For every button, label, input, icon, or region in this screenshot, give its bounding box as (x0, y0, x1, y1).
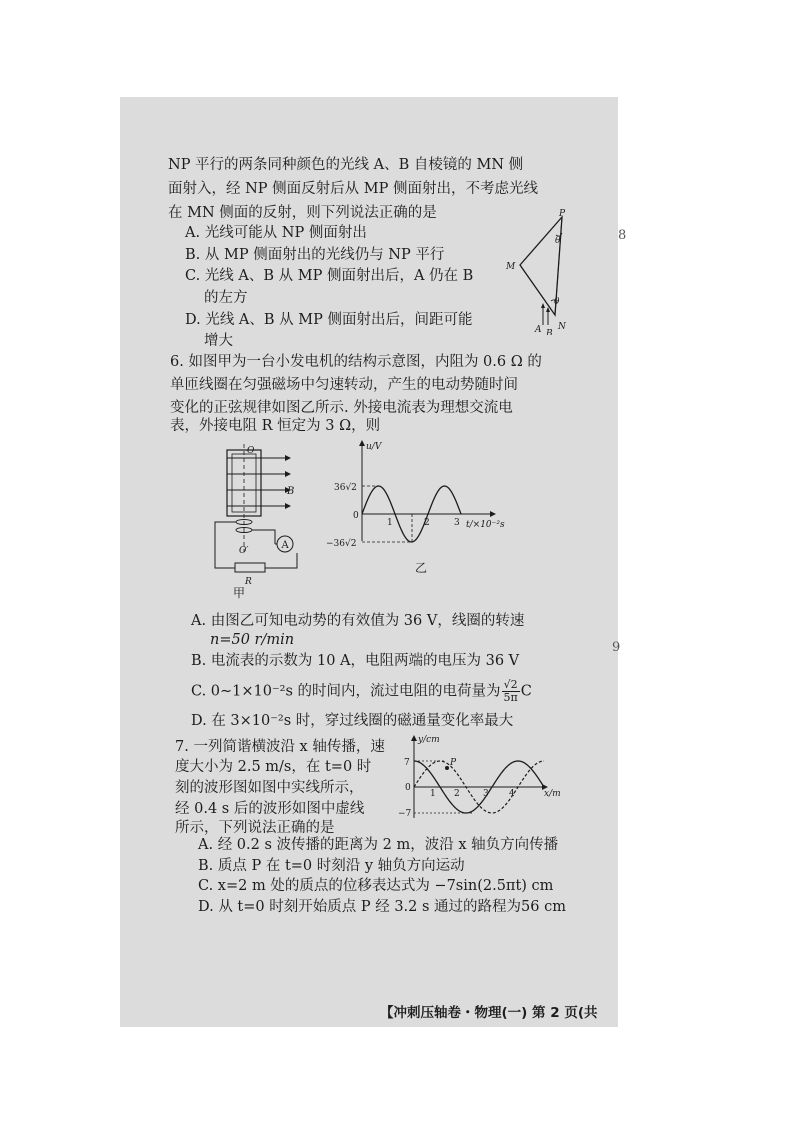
y-axis-label: y/cm (418, 735, 440, 745)
q6-option-b: B. 电流表的示数为 10 A，电阻两端的电压为 36 V (191, 653, 520, 669)
circuit-wire-left (215, 522, 236, 568)
tick-3: 3 (454, 518, 460, 528)
q5-option-d: D. 光线 A、B 从 MP 侧面射出后，间距可能 (185, 312, 473, 328)
label-o: O (247, 446, 255, 456)
tick-x4: 4 (509, 789, 515, 799)
page-footer: 【冲刺压轴卷・物理(一) 第 2 页(共 (380, 1005, 598, 1021)
fraction-numerator: √2 (502, 679, 520, 692)
q5-line-2: 面射入，经 NP 侧面反射后从 MP 侧面射出，不考虑光线 (168, 181, 538, 197)
q6-option-d: D. 在 3×10⁻²s 时，穿过线圈的磁通量变化率最大 (191, 713, 514, 729)
q7-line-4: 经 0.4 s 后的波形如图中虚线 (175, 801, 365, 817)
label-b: B (546, 329, 553, 335)
q5-option-c: C. 光线 A、B 从 MP 侧面射出后，A 仍在 B (185, 268, 474, 284)
caption-jia: 甲 (233, 586, 246, 600)
q6-option-c-text: C. 0∼1×10⁻²s 的时间内，流过电阻的电荷量为 (191, 683, 501, 700)
label-theta-bottom: θ (554, 297, 560, 307)
q6-option-a-cont: n=50 r/min (210, 632, 295, 648)
label-m: M (506, 262, 516, 272)
q7-option-a: A. 经 0.2 s 波传播的距离为 2 m，波沿 x 轴负方向传播 (198, 837, 559, 853)
circuit-wire-right (252, 530, 275, 544)
t-axis-label: t/×10⁻²s (466, 520, 505, 530)
q5-option-d-cont: 增大 (204, 333, 233, 349)
label-theta-top: θ (555, 236, 561, 246)
q6-option-c (191, 679, 532, 704)
label-a: A (535, 325, 542, 335)
q7-line-1: 7. 一列简谐横波沿 x 轴传播，速 (175, 739, 385, 755)
tick-36root2: 36√2 (334, 483, 357, 493)
q5-option-a: A. 光线可能从 NP 侧面射出 (185, 225, 367, 241)
prism-diagram (500, 205, 580, 335)
q7-line-2: 度大小为 2.5 m/s，在 t=0 时 (175, 759, 372, 775)
particle-p (445, 766, 449, 770)
tick-x2: 2 (454, 789, 460, 799)
q7-option-d: D. 从 t=0 时刻开始质点 P 经 3.2 s 通过的路程为56 cm (198, 899, 566, 915)
charge-fraction (502, 679, 520, 704)
caption-yi: 乙 (415, 561, 428, 575)
ammeter-label: A (281, 540, 289, 551)
tick-neg-7: −7 (398, 809, 412, 819)
edge-mark-8: 8 (618, 228, 627, 243)
tick-neg-36root2: −36√2 (326, 539, 357, 549)
q7-line-5: 所示，下列说法正确的是 (175, 820, 335, 836)
q5-option-b: B. 从 MP 侧面射出的光线仍与 NP 平行 (185, 247, 445, 263)
q5-option-c-cont: 的左方 (204, 290, 248, 306)
q6-option-a: A. 由图乙可知电动势的有效值为 36 V，线圈的转速 (191, 613, 525, 629)
ray-a-arrow (541, 303, 545, 308)
emf-graph-yi (320, 437, 530, 587)
q6-line-3: 变化的正弦规律如图乙所示. 外接电流表为理想交流电 (170, 400, 513, 416)
tick-zero: 0 (405, 783, 411, 793)
circuit-wire-bottom (265, 553, 297, 568)
label-o-prime: O′ (239, 546, 249, 556)
label-r: R (245, 577, 252, 587)
q7-line-3: 刻的波形图如图中实线所示， (175, 780, 364, 796)
tick-x3: 3 (483, 789, 489, 799)
u-axis-label: u/V (366, 442, 382, 452)
wave-graph (392, 732, 572, 822)
q7-option-c: C. x=2 m 处的质点的位移表达式为 −7sin(2.5πt) cm (198, 878, 554, 894)
tick-zero: 0 (353, 511, 359, 521)
label-p: P (450, 758, 457, 768)
q5-line-3: 在 MN 侧面的反射，则下列说法正确的是 (168, 205, 437, 221)
resistor-r (235, 563, 265, 572)
label-b-field: B (287, 486, 295, 497)
q7-option-b: B. 质点 P 在 t=0 时刻沿 y 轴负方向运动 (198, 858, 465, 874)
q6-line-1: 6. 如图甲为一台小发电机的结构示意图，内阻为 0.6 Ω 的 (170, 354, 542, 370)
q5-line-1: NP 平行的两条同种颜色的光线 A、B 自棱镜的 MN 侧 (168, 157, 524, 173)
tick-7: 7 (404, 758, 410, 768)
label-p: P (559, 209, 566, 219)
generator-diagram-jia (205, 440, 315, 600)
fraction-denominator: 5π (503, 691, 518, 704)
x-axis-label: x/m (544, 789, 561, 799)
q6-line-2: 单匝线圈在匀强磁场中匀速转动，产生的电动势随时间 (170, 377, 518, 393)
tick-1: 1 (387, 518, 393, 528)
charge-unit: C (520, 683, 532, 700)
tick-2: 2 (424, 518, 430, 528)
label-n: N (558, 322, 566, 332)
tick-x1: 1 (430, 789, 436, 799)
q6-line-4: 表，外接电阻 R 恒定为 3 Ω，则 (170, 418, 381, 434)
edge-mark-9: 9 (612, 640, 621, 655)
